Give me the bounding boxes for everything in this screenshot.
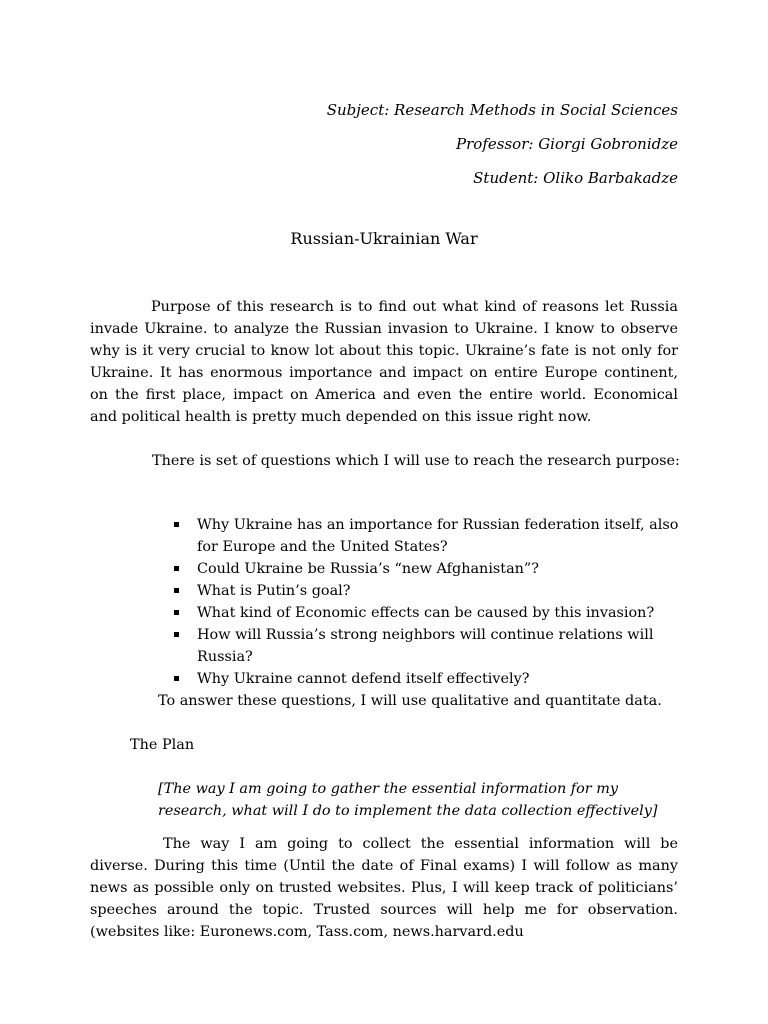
question-text: What kind of Economic effects can be caused by this invasion? xyxy=(197,605,655,621)
plan-body-paragraph: The way I am going to collect the essential information will be diverse. During this time (Until the date of Final exams) I will follow as many news as possible only on trusted websites. Plus, I will keep track of politicians’ speeches around the topic. Trusted sources will help me for observation. (websites like: Euronews.com, Tass.com, news.harvard.edu xyxy=(90,836,678,940)
list-item xyxy=(174,514,684,558)
bullet-icon xyxy=(174,588,179,593)
list-item xyxy=(174,668,684,690)
subject-line: Subject: Research Methods in Social Sciences xyxy=(326,101,678,119)
intro-paragraph: Purpose of this research is to find out what kind of reasons let Russia invade Ukraine. to analyze the Russian invasion to Ukraine. I know to observe why is it very crucial to know lot about this topic. Ukraine’s fate is not only for Ukraine. It has enormous importance and impact on entire Europe continent, on the first place, impact on America and even the entire world. Economical and political health is pretty much depended on this issue right now. xyxy=(90,299,678,425)
question-text: Could Ukraine be Russia’s “new Afghanistan”? xyxy=(197,561,540,577)
student-line: Student: Oliko Barbakadze xyxy=(473,169,678,187)
question-text: Why Ukraine cannot defend itself effectively? xyxy=(197,671,530,687)
professor-line: Professor: Giorgi Gobronidze xyxy=(456,135,678,153)
question-text: Why Ukraine has an importance for Russian federation itself, also for Europe and the United States? xyxy=(197,517,679,555)
question-text: What is Putin’s goal? xyxy=(197,583,351,599)
question-text: How will Russia’s strong neighbors will continue relations will Russia? xyxy=(197,627,654,665)
bullet-icon xyxy=(174,522,179,527)
plan-italic-note: [The way I am going to gather the essential information for my research, what will I do to implement the data collection effectively] xyxy=(158,781,658,819)
list-item xyxy=(174,558,684,580)
questions-list xyxy=(174,514,684,690)
bullet-icon xyxy=(174,632,179,637)
plan-heading: The Plan xyxy=(130,737,195,753)
bullet-icon xyxy=(174,676,179,681)
list-item xyxy=(174,624,684,668)
bullet-icon xyxy=(174,610,179,615)
document-header xyxy=(327,93,678,195)
document-title: Russian-Ukrainian War xyxy=(290,229,478,248)
bullet-icon xyxy=(174,566,179,571)
list-item xyxy=(174,602,684,624)
list-item xyxy=(174,580,684,602)
answer-line: To answer these questions, I will use qualitative and quantitate data. xyxy=(158,693,662,709)
questions-intro: There is set of questions which I will use to reach the research purpose: xyxy=(152,453,680,469)
